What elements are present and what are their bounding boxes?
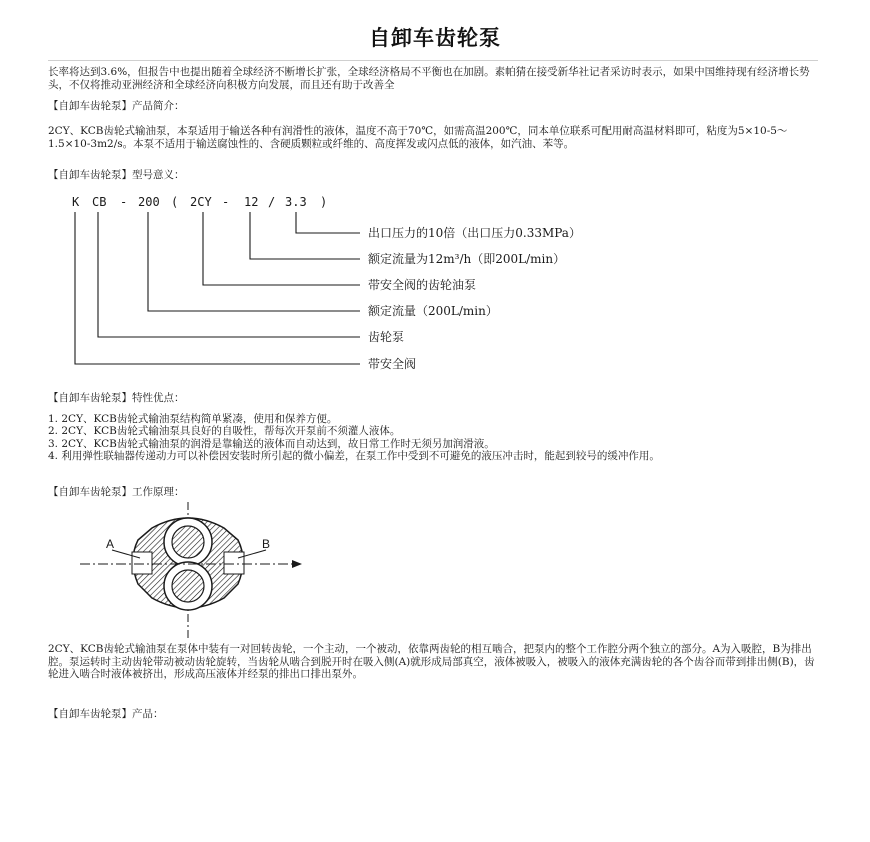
model-code-slash: /	[268, 195, 276, 209]
model-code-k: K	[72, 195, 80, 209]
model-code-3-3: 3.3	[285, 195, 307, 209]
products-heading: 【自卸车齿轮泵】产品：	[48, 708, 164, 720]
model-label-safety-valve: 带安全阀	[368, 357, 417, 371]
model-label-pressure: 出口压力的10倍（出口压力0.33MPa）	[368, 226, 581, 240]
model-code-rparen: )	[320, 195, 328, 209]
principle-heading: 【自卸车齿轮泵】工作原理：	[48, 486, 185, 498]
principle-body: 2CY、KCB齿轮式输油泵在泵体中装有一对回转齿轮，一个主动，一个被动，依靠两齿轮的相互啮合，把泵内的整个工作腔分两个独立的部分。A为入吸腔，B为排出腔。泵运转时主动齿轮带动被动齿轮旋转，当齿轮从啮合到脱开时在吸入侧(A)就形成局部真空，液体被吸入，被吸入的液体充满齿轮的各个齿谷而带到排出侧(B)，齿轮进入啮合时液体被挤出，形成高压液体并经泵的排出口排出泵外。	[48, 643, 815, 680]
connector-flow-rate	[250, 212, 360, 259]
model-code-dash1: -	[120, 195, 128, 209]
flow-arrow-icon	[292, 560, 302, 568]
model-code-12: 12	[244, 195, 259, 209]
model-designation-diagram	[60, 192, 660, 377]
model-heading: 【自卸车齿轮泵】型号意义：	[48, 169, 185, 181]
connector-pressure	[296, 212, 360, 233]
driving-gear-hub	[172, 526, 204, 558]
outlet-cavity	[224, 552, 244, 574]
intro-paragraph: 长率将达到3.6%，但报告中也提出随着全球经济不断增长扩张，全球经济格局不平衡也在加剧。素帕猜在接受新华社记者采访时表示，如果中国维持现有经济增长势头，不仅将推动亚洲经济和全球经济向积极方向发展，而且还有助于改善全	[48, 66, 810, 91]
features-heading: 【自卸车齿轮泵】特性优点：	[48, 392, 185, 404]
model-label-flow-rate: 额定流量为12m³/h（即200L/min）	[368, 252, 566, 266]
title-divider	[48, 60, 818, 61]
outlet-label-b: B	[262, 537, 271, 551]
connector-safety-valve	[75, 212, 360, 364]
model-code-lparen: (	[171, 195, 179, 209]
model-code-200: 200	[138, 195, 160, 209]
model-label-gear-pump: 齿轮泵	[368, 330, 405, 344]
feature-item: 2. 2CY、KCB齿轮式输油泵具良好的自吸性，帮每次开泵前不须灌人液体。	[48, 425, 401, 438]
driven-gear-hub	[172, 570, 204, 602]
connector-gear-pump	[98, 212, 360, 337]
model-code-2cy: 2CY	[190, 195, 212, 209]
inlet-cavity	[132, 552, 152, 574]
inlet-label-a: A	[106, 537, 115, 551]
gear-pump-diagram	[70, 500, 310, 640]
connector-safety-pump	[203, 212, 360, 285]
feature-item: 4. 利用弹性联轴器传递动力可以补偿因安装时所引起的微小偏差，在泵工作中受到不可避免的液压冲击时，能起到较号的缓冲作用。	[48, 450, 660, 463]
features-list	[48, 413, 818, 463]
intro-body: 2CY、KCB齿轮式输油泵，本泵适用于输送各种有润滑性的液体，温度不高于70℃，如需高温200℃，同本单位联系可配用耐高温材料即可，粘度为5×10-5～1.5×10-3m2/s。本泵不适用于输送腐蚀性的、含硬质颗粒或纤维的、高度挥发或闪点低的液体，如汽油、苯等。	[48, 125, 788, 150]
page-title: 自卸车齿轮泵	[369, 26, 501, 50]
intro-heading: 【自卸车齿轮泵】产品简介：	[48, 100, 185, 112]
model-code-cb: CB	[92, 195, 107, 209]
model-code-dash2: -	[222, 195, 230, 209]
feature-item: 1. 2CY、KCB齿轮式输油泵结构简单紧凑，使用和保养方便。	[48, 413, 338, 425]
feature-item: 3. 2CY、KCB齿轮式输油泵的润滑是靠输送的液体而自动达到，故日常工作时无须另加润滑液。	[48, 437, 495, 450]
model-label-rated-flow: 额定流量（200L/min）	[368, 304, 498, 318]
connector-rated-flow	[148, 212, 360, 311]
model-label-safety-pump: 带安全阀的齿轮油泵	[368, 278, 477, 292]
